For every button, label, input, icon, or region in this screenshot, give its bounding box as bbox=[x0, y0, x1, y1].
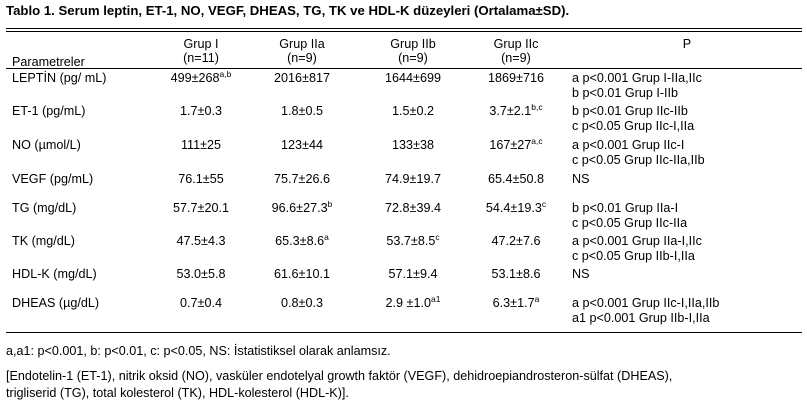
value-cell bbox=[146, 200, 256, 216]
significance-marker: a bbox=[534, 294, 540, 304]
value-text: 167±27 bbox=[489, 138, 532, 152]
value-cell bbox=[146, 295, 256, 311]
value-cell bbox=[358, 295, 468, 311]
value-cell bbox=[461, 137, 571, 153]
value-text: 53.7±8.5 bbox=[386, 234, 436, 248]
table-title: Tablo 1. Serum leptin, ET-1, NO, VEGF, DHEAS, TG, TK ve HDL-K düzeyleri (Ortalama±SD). bbox=[6, 3, 570, 18]
p-value-line: c p<0.05 Grup IIc-IIa bbox=[572, 216, 688, 230]
value-text: 6.3±1.7 bbox=[492, 296, 535, 310]
value-cell bbox=[247, 70, 357, 86]
value-text: 57.1±9.4 bbox=[388, 267, 438, 281]
value-cell bbox=[247, 103, 357, 119]
bottom-rule bbox=[6, 332, 802, 333]
value-cell bbox=[358, 103, 468, 119]
value-cell bbox=[247, 233, 357, 249]
value-text: 111±25 bbox=[180, 138, 222, 152]
p-value-line: NS bbox=[572, 267, 590, 281]
param-label: LEPTİN (pg/ mL) bbox=[12, 71, 107, 85]
value-text: 1869±716 bbox=[488, 71, 544, 85]
significance-marker: c bbox=[541, 199, 547, 209]
value-text: 74.9±19.7 bbox=[385, 172, 441, 186]
value-cell bbox=[247, 266, 357, 282]
significance-marker: a1 bbox=[430, 294, 441, 304]
value-text: 65.4±50.8 bbox=[488, 172, 544, 186]
header-group-n: (n=9) bbox=[398, 51, 428, 65]
header-group-name: Grup IIa bbox=[279, 37, 325, 51]
header-group-n: (n=9) bbox=[501, 51, 531, 65]
top-rule-inner bbox=[6, 31, 802, 32]
value-text: 1.7±0.3 bbox=[180, 104, 222, 118]
header-group-name: Grup IIb bbox=[390, 37, 436, 51]
significance-marker: b,c bbox=[531, 102, 543, 112]
value-text: 1.8±0.5 bbox=[281, 104, 323, 118]
value-text: 76.1±55 bbox=[178, 172, 224, 186]
value-cell bbox=[461, 200, 571, 216]
value-text: 1.5±0.2 bbox=[392, 104, 434, 118]
value-text: 499±268 bbox=[170, 71, 220, 85]
significance-marker: a,c bbox=[531, 136, 543, 146]
p-value-line: a p<0.001 Grup IIc-I bbox=[572, 138, 685, 152]
p-value-line: c p<0.05 Grup IIc-I,IIa bbox=[572, 119, 695, 133]
param-label: DHEAS (µg/dL) bbox=[12, 296, 100, 310]
value-text: 0.8±0.3 bbox=[281, 296, 323, 310]
value-cell bbox=[247, 137, 357, 153]
value-text: 47.2±7.6 bbox=[491, 234, 541, 248]
p-value-line: NS bbox=[572, 172, 590, 186]
value-cell bbox=[146, 70, 256, 86]
footnote-significance: a,a1: p<0.001, b: p<0.01, c: p<0.05, NS: İstatistiksel olarak anlamsız. bbox=[6, 344, 391, 358]
value-text: 75.7±26.6 bbox=[274, 172, 330, 186]
value-text: 1644±699 bbox=[385, 71, 441, 85]
p-value-line: c p<0.05 Grup IIc-IIa,IIb bbox=[572, 153, 705, 167]
header-rule bbox=[6, 68, 802, 69]
value-cell bbox=[247, 200, 357, 216]
p-value-line: a p<0.001 Grup IIc-I,IIa,IIb bbox=[572, 296, 720, 310]
header-param: Parametreler bbox=[12, 55, 85, 69]
p-value-line: a p<0.001 Grup IIa-I,IIc bbox=[572, 234, 702, 248]
significance-marker: b bbox=[327, 199, 333, 209]
value-cell bbox=[247, 171, 357, 187]
value-cell bbox=[358, 200, 468, 216]
header-p: P bbox=[682, 37, 692, 51]
value-cell bbox=[146, 171, 256, 187]
p-value-line: c p<0.05 Grup IIb-I,IIa bbox=[572, 249, 695, 263]
value-cell bbox=[358, 137, 468, 153]
value-text: 2016±817 bbox=[274, 71, 330, 85]
value-cell bbox=[358, 70, 468, 86]
param-label: TG (mg/dL) bbox=[12, 201, 77, 215]
p-value-line: b p<0.01 Grup IIc-IIb bbox=[572, 104, 688, 118]
top-rule bbox=[6, 28, 802, 29]
param-label: ET-1 (pg/mL) bbox=[12, 104, 86, 118]
value-text: 72.8±39.4 bbox=[385, 201, 441, 215]
value-text: 133±38 bbox=[392, 138, 434, 152]
value-cell bbox=[461, 266, 571, 282]
value-text: 61.6±10.1 bbox=[274, 267, 330, 281]
value-text: 3.7±2.1 bbox=[489, 104, 532, 118]
value-text: 53.0±5.8 bbox=[176, 267, 226, 281]
value-text: 57.7±20.1 bbox=[173, 201, 229, 215]
value-cell bbox=[146, 233, 256, 249]
value-text: 53.1±8.6 bbox=[491, 267, 541, 281]
value-text: 96.6±27.3 bbox=[271, 201, 328, 215]
value-cell bbox=[358, 233, 468, 249]
p-value-line: b p<0.01 Grup I-IIb bbox=[572, 86, 679, 100]
significance-marker: a,b bbox=[219, 69, 232, 79]
value-cell bbox=[461, 103, 571, 119]
value-text: 2.9 ±1.0 bbox=[385, 296, 431, 310]
value-text: 123±44 bbox=[281, 138, 323, 152]
significance-marker: a bbox=[324, 232, 329, 242]
value-cell bbox=[247, 295, 357, 311]
param-label: TK (mg/dL) bbox=[12, 234, 75, 248]
significance-marker: c bbox=[435, 232, 440, 242]
value-text: 47.5±4.3 bbox=[176, 234, 226, 248]
value-cell bbox=[358, 171, 468, 187]
header-group-n: (n=9) bbox=[287, 51, 317, 65]
p-value-line: a p<0.001 Grup I-IIa,IIc bbox=[572, 71, 702, 85]
p-value-line: b p<0.01 Grup IIa-I bbox=[572, 201, 679, 215]
footnote-abbreviations-cont: trigliserid (TG), total kolesterol (TK), HDL-kolesterol (HDL-K)]. bbox=[6, 386, 349, 400]
value-cell bbox=[461, 70, 571, 86]
value-text: 65.3±8.6 bbox=[275, 234, 325, 248]
footnote-abbreviations: [Endotelin-1 (ET-1), nitrik oksid (NO), vasküler endotelyal growth faktör (VEGF), dehidroepiandrosteron-sülfat (DHEAS), bbox=[6, 369, 673, 383]
value-cell bbox=[146, 266, 256, 282]
value-cell bbox=[461, 295, 571, 311]
value-cell bbox=[146, 137, 256, 153]
value-cell bbox=[146, 103, 256, 119]
value-cell bbox=[461, 233, 571, 249]
value-cell bbox=[461, 171, 571, 187]
p-value-line: a1 p<0.001 Grup IIb-I,IIa bbox=[572, 311, 710, 325]
param-label: NO (µmol/L) bbox=[12, 138, 81, 152]
param-label: VEGF (pg/mL) bbox=[12, 172, 94, 186]
header-group-n: (n=11) bbox=[183, 51, 219, 65]
header-group-name: Grup I bbox=[183, 37, 219, 51]
value-cell bbox=[358, 266, 468, 282]
value-text: 0.7±0.4 bbox=[180, 296, 222, 310]
value-text: 54.4±19.3 bbox=[485, 201, 542, 215]
param-label: HDL-K (mg/dL) bbox=[12, 267, 97, 281]
header-group-name: Grup IIc bbox=[493, 37, 539, 51]
